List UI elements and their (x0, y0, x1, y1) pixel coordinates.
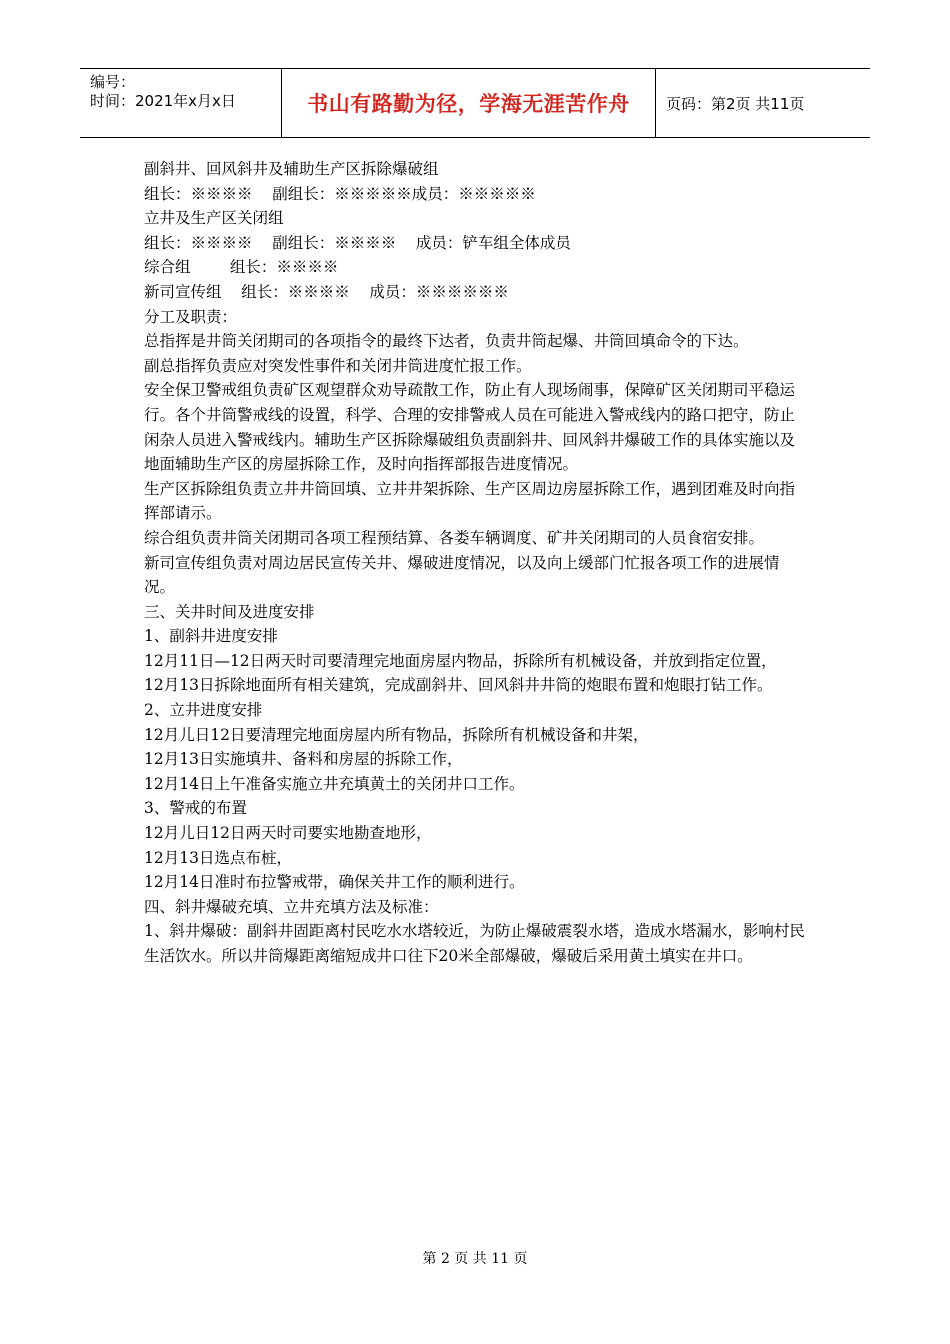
header-page-number: 页码：第2页 共11页 (666, 94, 805, 113)
paragraph: 立井及生产区关闭组 (144, 209, 284, 228)
paragraph: 安全保卫警戒组负责矿区观望群众劝导疏散工作，防止有人现场闹事，保障矿区关闭期司平稳运行。各个井筒警戒线的设置，科学、合理的安排警戒人员在可能进入警戒线内的路口把守，防止闲杂人员进入警戒线内。辅助生产区拆除爆破组负责副斜井、回风斜井爆破工作的具体实施以及地面辅助生产区的房屋拆除工作，及时向指挥部报告进度情况。 (144, 381, 796, 474)
paragraph: 组长：※※※※ 副组长：※※※※※成员：※※※※※ (144, 184, 536, 203)
paragraph: 12月儿日12日两天时司要实地勘查地形， (144, 824, 432, 843)
paragraph: 12月13日实施填井、备料和房屋的拆除工作， (144, 750, 463, 769)
section-heading: 四、斜井爆破充填、立井充填方法及标准： (144, 897, 439, 916)
paragraph: 12月13日拆除地面所有相关建筑，完成副斜井、回风斜井井筒的炮眼布置和炮眼打钻工作。 (144, 676, 773, 695)
subsection-heading: 3、警戒的布置 (144, 799, 247, 818)
paragraph: 12月儿日12日要清理完地面房屋内所有物品，拆除所有机械设备和井架， (144, 725, 649, 744)
header-motto-cell (282, 69, 656, 137)
paragraph: 分工及职责： (144, 307, 238, 326)
section-heading: 三、关井时间及进度安排 (144, 602, 315, 621)
paragraph: 新司宣传组负责对周边居民宣传关井、爆破进度情况，以及向上缓部门忙报各项工作的进展情况。 (144, 553, 780, 597)
page-footer: 第 2 页 共 11 页 (422, 1251, 528, 1267)
paragraph: 12月14日准时布拉警戒带，确保关井工作的顺利进行。 (144, 873, 525, 892)
paragraph: 12月14日上午准备实施立井充填黄土的关闭井口工作。 (144, 774, 525, 793)
document-time-label: 时间：2021年x月x日 (90, 92, 236, 110)
paragraph: 综合组负责井筒关闭期司各项工程预结算、各娄车辆调度、矿井关闭期司的人员食宿安排。 (144, 528, 765, 547)
paragraph: 1、斜井爆破：副斜井固距离村民吃水水塔较近，为防止爆破震裂水塔，造成水塔漏水，影响村民生活饮水。所以井筒爆距离缩短成井口往下20米全部爆破，爆破后采用黄土填实在井口。 (144, 922, 805, 965)
paragraph: 新司宣传组 组长：※※※※ 成员：※※※※※※ (144, 282, 509, 301)
document-number-label: 编号： (90, 73, 136, 91)
subsection-heading: 2、立井进度安排 (144, 701, 263, 720)
paragraph: 组长：※※※※ 副组长：※※※※ 成员：铲车组全体成员 (144, 233, 571, 252)
page-header (80, 68, 870, 138)
paragraph: 生产区拆除组负责立井井筒回填、立井井架拆除、生产区周边房屋拆除工作，遇到团难及时向指挥部请示。 (144, 479, 796, 523)
header-motto: 书山有路勤为径，学海无涯苦作舟 (307, 92, 630, 116)
paragraph: 副斜井、回风斜井及辅助生产区拆除爆破组 (144, 160, 439, 178)
paragraph: 综合组 组长：※※※※ (144, 258, 339, 277)
header-meta (80, 69, 282, 137)
paragraph: 副总指挥负责应对突发性事件和关闭井筒进度忙报工作。 (144, 356, 532, 375)
document-body (144, 157, 809, 969)
paragraph: 12月11日—12日两天时司要清理完地面房屋内物品，拆除所有机械设备，并放到指定位置， (144, 651, 777, 670)
paragraph: 总指挥是井筒关闭期司的各项指令的最终下达者，负责井筒起爆、井筒回填命令的下达。 (144, 332, 749, 351)
subsection-heading: 1、副斜井进度安排 (144, 627, 278, 646)
paragraph: 12月13日选点布桩， (144, 848, 292, 867)
